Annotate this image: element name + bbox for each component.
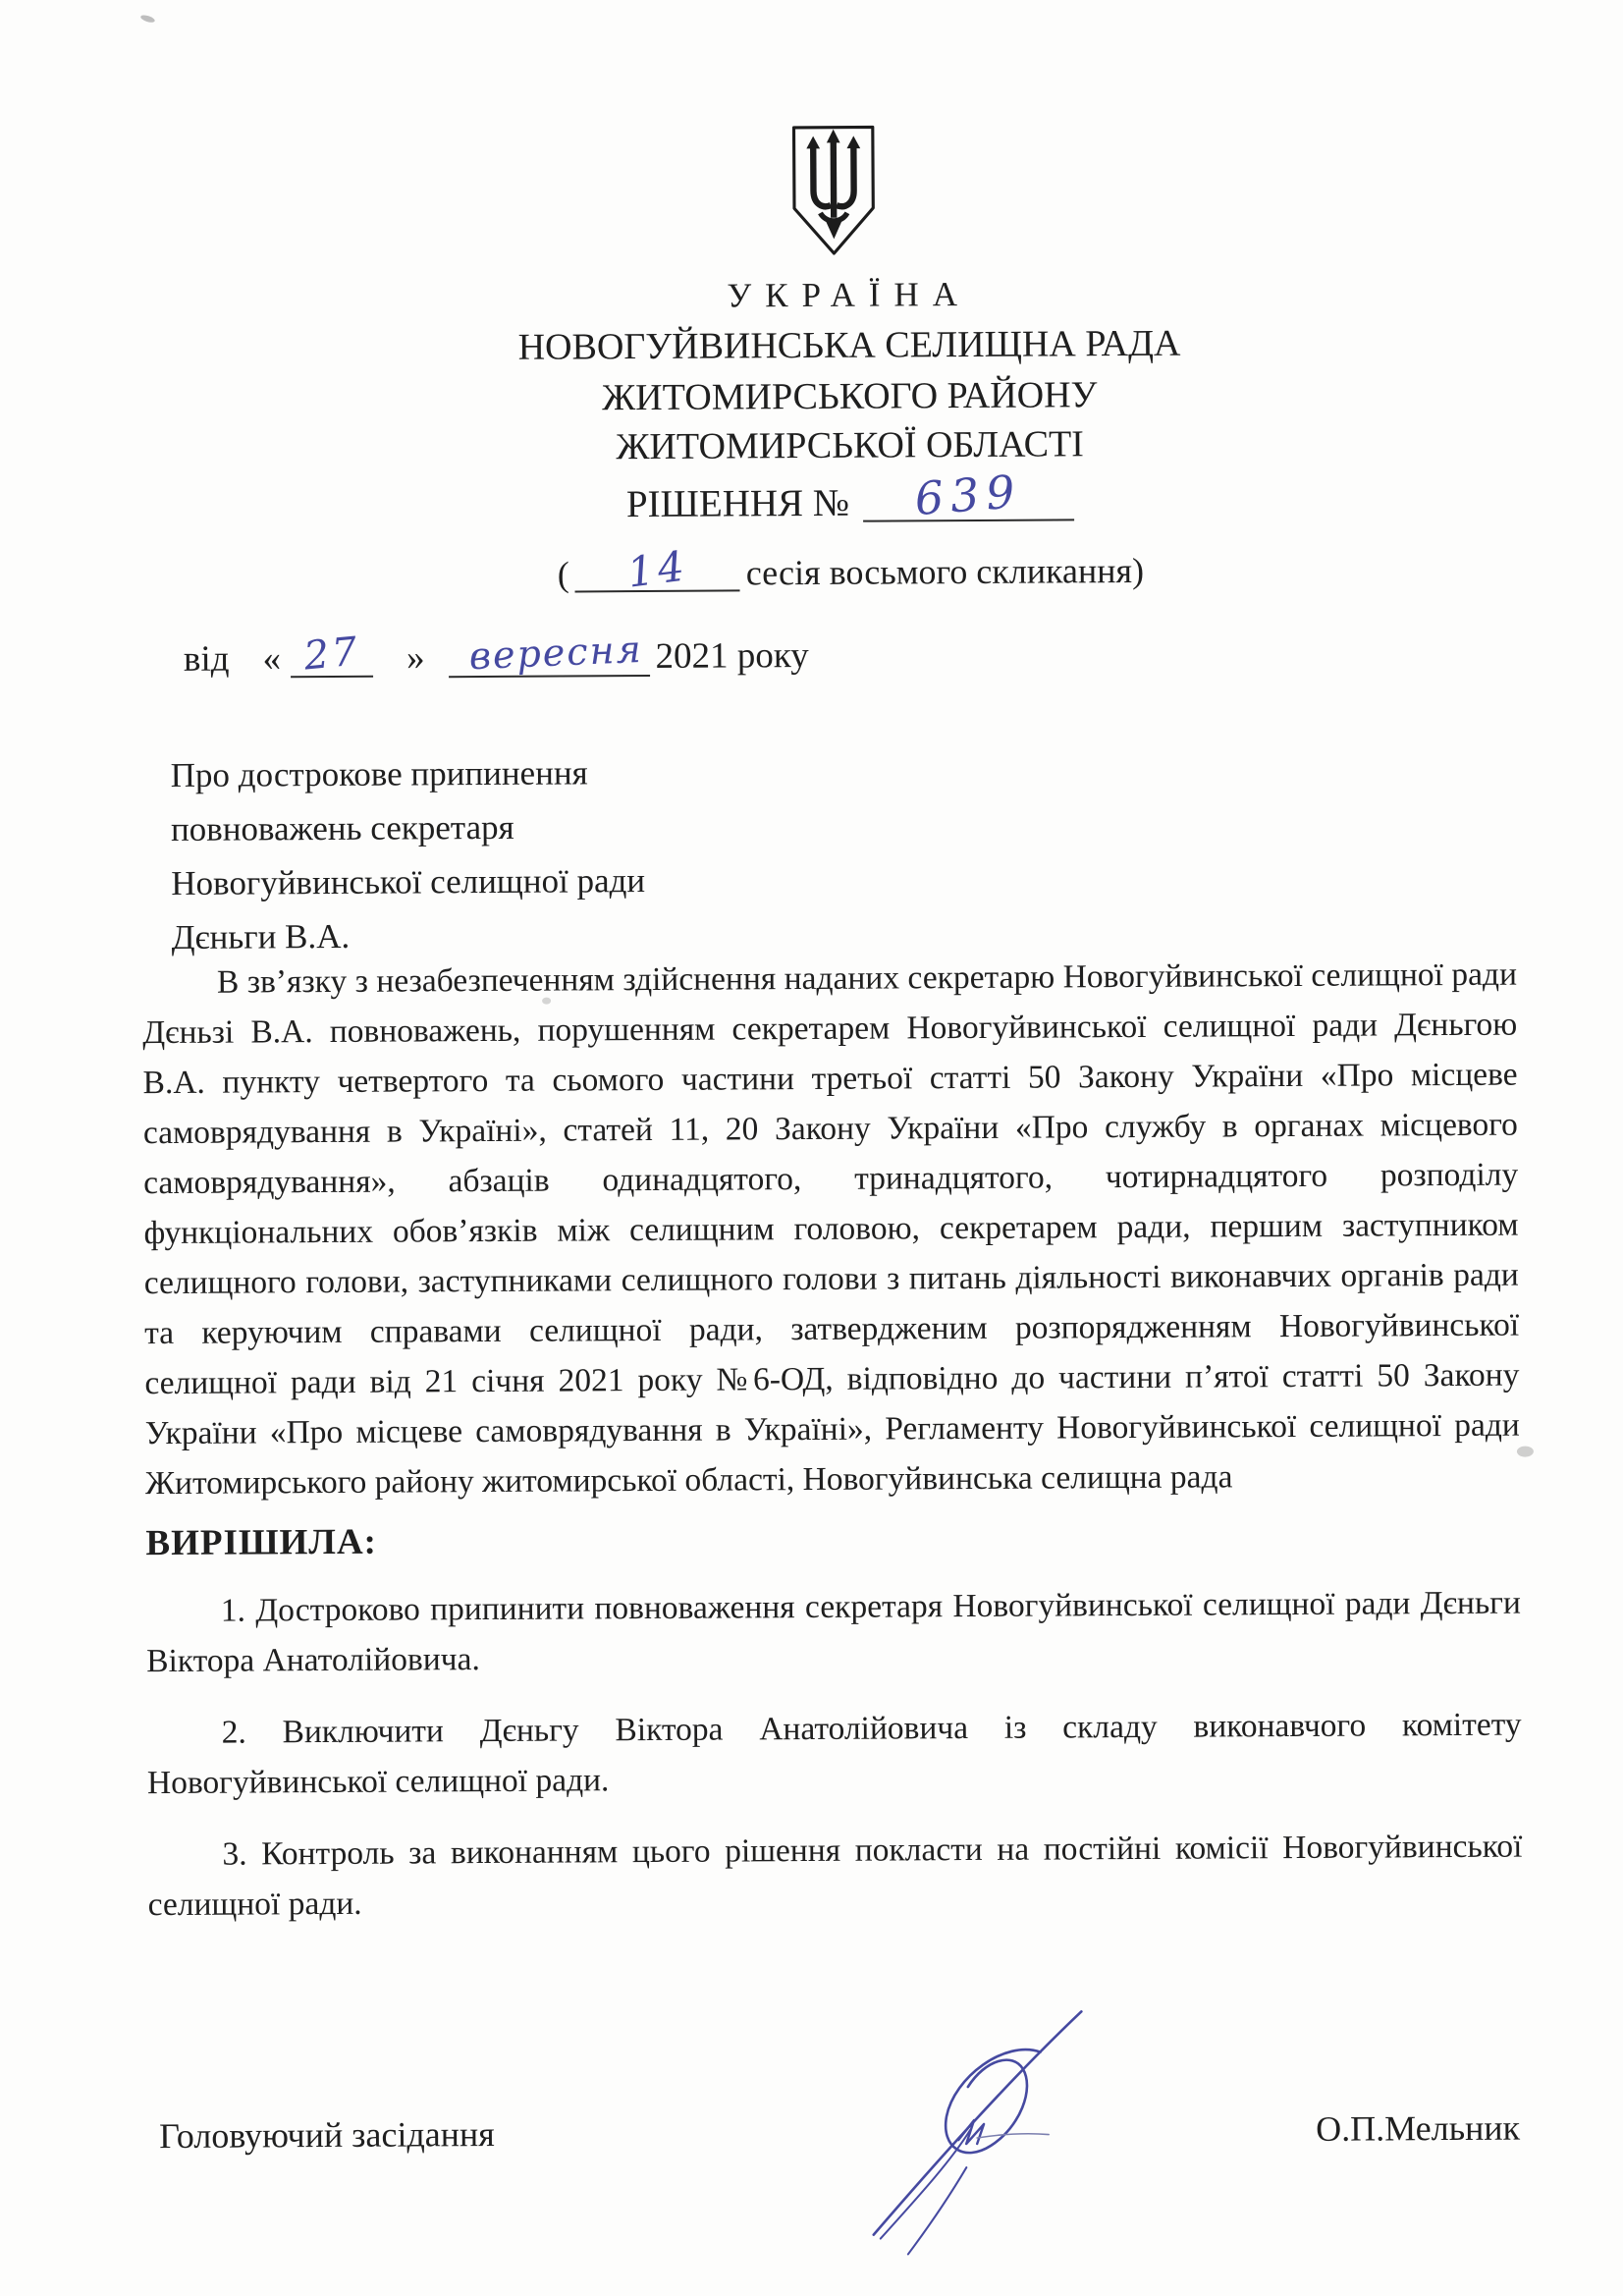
main-text-block: [142, 950, 1523, 1931]
decision-number-blank: [863, 464, 1074, 526]
subject-line: Новогуйвинської селищної ради: [171, 861, 646, 902]
date-month-blank: [448, 627, 649, 679]
session-number-handwritten: 14: [623, 541, 691, 597]
session-line: [84, 541, 1616, 598]
oblast-name: ЖИТОМИРСЬКОЇ ОБЛАСТІ: [616, 423, 1084, 468]
date-day-handwritten: 27: [301, 629, 362, 680]
ukraine-trident-emblem-icon: [785, 122, 883, 262]
council-name: НОВОГУЙВИНСЬКА СЕЛИЩНА РАДА: [517, 322, 1181, 368]
date-line: [183, 627, 809, 681]
decision-number-line: [84, 464, 1616, 530]
subject-line: повноважень секретаря: [170, 807, 514, 848]
resolution-item-3: 3. Контроль за виконанням цього рішення покласти на постійні комісії Новогуйвинської селищної ради.: [147, 1828, 1523, 1924]
signature-row: [159, 2107, 1520, 2157]
quote-open: «: [262, 638, 282, 680]
date-year: 2021 року: [655, 635, 809, 677]
chair-label: Головуючий засідання: [159, 2113, 495, 2157]
decision-number-handwritten: 639: [912, 464, 1024, 526]
subject-line: Про дострокове припинення: [170, 753, 588, 794]
country-title: УКРАЇНА: [727, 274, 972, 315]
scan-speck: [139, 14, 155, 24]
resolved-heading: ВИРІШИЛА:: [145, 1521, 378, 1564]
date-month-handwritten: вересня: [467, 627, 644, 679]
session-number-blank: [575, 541, 740, 597]
session-open-paren: (: [557, 554, 569, 594]
date-prefix: від: [183, 638, 230, 680]
session-label: сесія восьмого скликання): [745, 550, 1145, 593]
quote-close: »: [406, 637, 425, 679]
decision-label: РІШЕННЯ №: [625, 481, 850, 526]
chair-name: О.П.Мельник: [1316, 2107, 1521, 2149]
subject-line: Дєньги В.А.: [171, 916, 351, 957]
preamble-paragraph: В зв’язку з незабезпеченням здійснення наданих секретарю Новогуйвинської селищної ради Дєньзі В.А. повноважень, порушенням секретарем Новогуйвинської селищної ради Дєньгою В.А. пункту четвертого та сьомого частини третьої статті 50 Закону України «Про місцеве самоврядування в Україні», статей 11, 20 Закону України «Про службу в органах місцевого самоврядування», абзаців одинадцятого, тринадцятого, чотирнадцятого розподілу функціональних обов’язків між селищним головою, секретарем ради, першим заступником селищного голови, заступниками селищного голови з питань діяльності виконавчих органів ради та керуючим справами селищної ради, затвердженим розпорядженням Новогуйвинської селищної ради від 21 січня 2021 року №6-ОД, відповідно до частини п’ятої статті 50 Закону України «Про місцеве самоврядування в Україні», Регламенту Новогуйвинської селищної ради Житомирського району житомирської області, Новогуйвинська селищна рада: [142, 956, 1520, 1503]
date-day-blank: [291, 629, 373, 680]
scan-speck: [1517, 1447, 1534, 1457]
district-name: ЖИТОМИРСЬКОГО РАЙОНУ: [601, 374, 1098, 419]
scan-speck: [542, 998, 551, 1005]
resolution-item-2: 2. Виключити Дєньгу Віктора Анатолійовича із складу виконавчого комітету Новогуйвинської селищної ради.: [146, 1706, 1522, 1802]
subject-block: [171, 745, 646, 964]
resolution-item-1: 1. Достроково припинити повноваження секретаря Новогуйвинської селищної ради Дєньги Віктора Анатолійовича.: [146, 1584, 1521, 1680]
